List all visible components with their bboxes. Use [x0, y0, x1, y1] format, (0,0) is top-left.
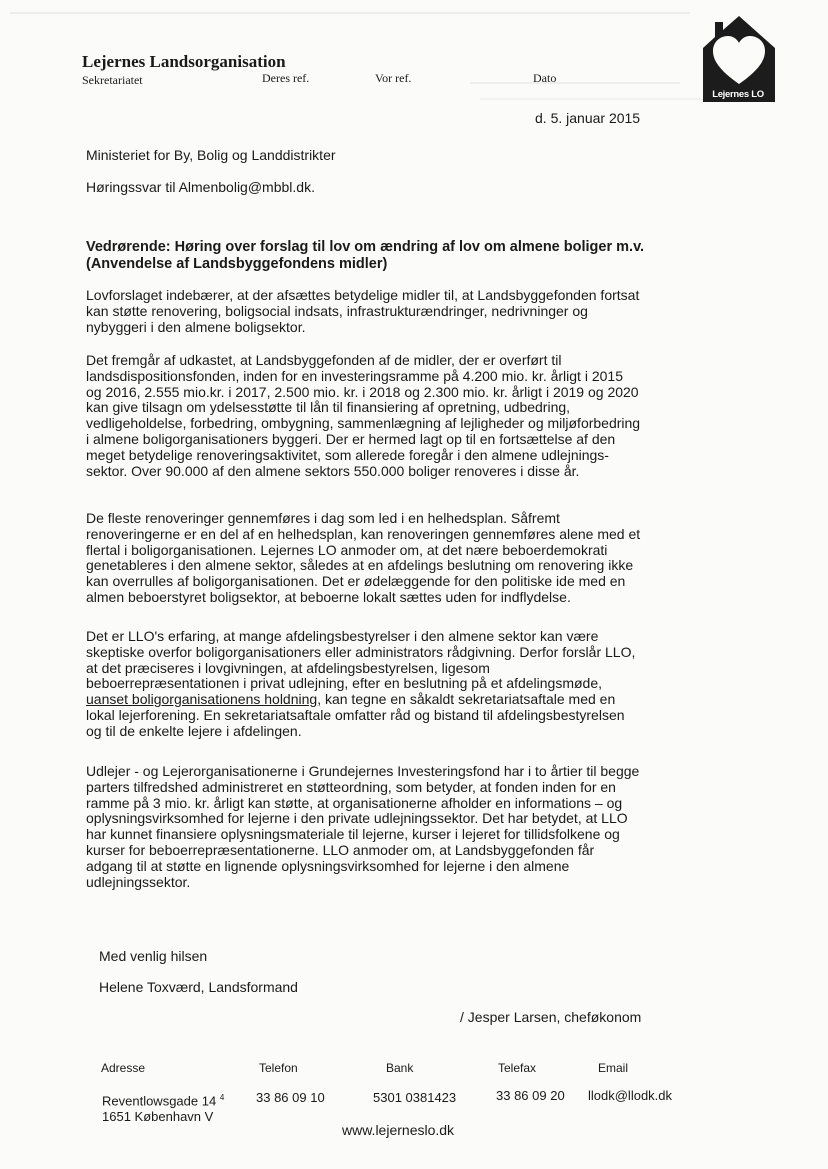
- text-fragment: , kan tegne en såkaldt sekretariatsaftale med en: [317, 691, 616, 708]
- address-line-1: [102, 1090, 224, 1109]
- text-line: oplysningsvirksomhed for lejerne i den private udlejningssektor. Det har betydet, at LLO: [86, 810, 628, 827]
- text-line: kurser for beboerrepræsentationerne. LLO anmoder om, at Landsbyggefonden får: [86, 841, 595, 858]
- signer-2: / Jesper Larsen, cheføkonom: [460, 1009, 642, 1025]
- text-line: kan støtte renovering, boligsocial indsats, infrastrukturændringer, nedrivninger og: [86, 302, 588, 319]
- bank-value: 5301 0381423: [373, 1090, 457, 1105]
- text-line: og 2016, 2.555 mio.kr. i 2017, 2.500 mio. kr. i 2018 og 2.300 mio. kr. årligt i 2019 og 2020: [86, 383, 639, 400]
- text-line: genetableres i den almene sektor, således at en afdelings beslutning om renovering ikke: [86, 557, 634, 574]
- address-superscript: 4: [219, 1093, 225, 1102]
- organization-name: Lejernes Landsorganisation: [82, 52, 286, 71]
- text-line: udlejningssektor.: [86, 873, 191, 890]
- text-line: adgang til at støtte en lignende oplysningsvirksomhed for lejerne i den almene: [86, 857, 570, 874]
- text-line: at det præciseres i lovgivningen, at afdelingsbestyrelsen, ligesom: [86, 659, 490, 676]
- text-line: lokal lejerforening. En sekretariatsaftale omfatter råd og bistand til afdelingsbestyrelsen: [86, 706, 625, 723]
- subject-line-1: Vedrørende: Høring over forslag til lov om ændring af lov om almene boliger m.v.: [86, 239, 645, 255]
- underlined-phrase: uanset boligorganisationens holdning: [86, 691, 318, 708]
- email-label: Email: [598, 1061, 629, 1075]
- text-line: landsdispositionsfonden, inden for en investeringsramme på 4.200 mio. kr. årligt i 2015: [86, 367, 623, 384]
- fax-value: 33 86 09 20: [496, 1088, 565, 1103]
- website-link[interactable]: www.lejerneslo.dk: [342, 1122, 455, 1138]
- text-line: Det fremgår af udkastet, at Landsbyggefonden af de midler, der er overført til: [86, 352, 562, 368]
- body-paragraph-1: [86, 288, 726, 335]
- text-line: kan give tilsagn om ydelsesstøtte til lån til finansiering af opretning, udbedring,: [86, 399, 571, 416]
- text-line: renoveringerne er en del af en helhedsplan, kan renoveringen gennemføres alene med et: [86, 525, 641, 542]
- text-line: vedligeholdelse, forbedring, ombygning, sammenlægning af lejligheder og miljøforbedring: [86, 415, 641, 432]
- body-paragraph-3: [86, 511, 726, 606]
- text-line: nybyggeri i den almene boligsektor.: [86, 318, 306, 335]
- closing-greeting: Med venlig hilsen: [99, 948, 208, 964]
- logo-text: Lejernes LO: [712, 89, 764, 100]
- scan-artifact: [470, 82, 680, 84]
- text-line: Lovforslaget indebærer, at der afsættes betydelige midler til, at Landsbyggefonden fortsat: [86, 287, 640, 303]
- body-paragraph-4: [86, 629, 726, 740]
- body-paragraph-2: [86, 353, 726, 479]
- street: Reventlowsgade 14: [102, 1093, 217, 1109]
- department-label: Sekretariatet: [82, 73, 143, 87]
- text-line: flertal i boligorganisationen. Lejernes LO anmoder om, at det nære beboerdemokrati: [86, 541, 608, 558]
- bank-label: Bank: [386, 1061, 414, 1075]
- fax-label: Telefax: [498, 1061, 537, 1075]
- text-line: skeptiske overfor boligorganisationers eller administrators rådgivning. Derfor forslår LLO,: [86, 643, 636, 660]
- text-line: almen beboerstyret boligsektor, at beboerne lokalt sættes uden for indflydelse.: [86, 588, 571, 605]
- phone-label: Telefon: [259, 1061, 298, 1075]
- subject-heading: [86, 239, 726, 273]
- text-line: har kunnet finansiere oplysningsmateriale til lejerne, kurser i lejeret for tillidsfolkene og: [86, 826, 620, 843]
- text-line: De fleste renoveringer gennemføres i dag som led i en helhedsplan. Såfremt: [86, 510, 560, 526]
- text-line: Udlejer - og Lejerorganisationerne i Grundejernes Investeringsfond har i to årtier til begge: [86, 763, 640, 779]
- date-label: Dato: [533, 71, 557, 85]
- reply-line: Høringssvar til Almenbolig@mbbl.dk.: [86, 179, 315, 195]
- text-line: i almene boligorganisationers byggeri. Der er hermed lagt op til en fortsættelse af den: [86, 430, 616, 447]
- phone-value: 33 86 09 10: [256, 1090, 325, 1105]
- text-line: ramme på 3 mio. kr. årligt kan støtte, at organisationerne afholder en informations – og: [86, 794, 623, 811]
- text-line: Det er LLO's erfaring, at mange afdelingsbestyrelser i den almene sektor kan være: [86, 628, 599, 644]
- text-line: meget betydelige renoveringsaktivitet, som allerede foregår i den almene udlejnings-: [86, 446, 609, 463]
- address-value: [102, 1090, 224, 1125]
- text-line: kan overrulles af boligorganisationen. Det er ødelæggende for den politiske ide med en: [86, 573, 626, 590]
- text-line: sektor. Over 90.000 af den almene sektors 550.000 boliger renoveres i disse år.: [86, 462, 580, 479]
- our-reference-label: Vor ref.: [375, 71, 412, 85]
- scan-artifact: [10, 12, 690, 14]
- your-reference-label: Deres ref.: [262, 71, 310, 85]
- signer-1: Helene Toxværd, Landsformand: [99, 979, 298, 995]
- text-line: parters tilfredshed administreret en støtteordning, som betyder, at fonden inden for en: [86, 778, 616, 795]
- text-line: og til de enkelte lejere i afdelingen.: [86, 722, 302, 739]
- text-line: beboerrepræsentationen i privat udlejning, efter en beslutning på et afdelingsmøde,: [86, 675, 602, 692]
- subject-line-2: (Anvendelse af Landsbyggefondens midler): [86, 256, 388, 272]
- scan-artifact: [480, 98, 710, 100]
- recipient-name: Ministeriet for By, Bolig og Landdistrikter: [86, 147, 336, 163]
- text-line: [86, 692, 726, 708]
- address-line-2: 1651 København V: [102, 1109, 214, 1125]
- address-label: Adresse: [101, 1061, 146, 1075]
- letter-date: d. 5. januar 2015: [535, 110, 641, 126]
- email-value[interactable]: llodk@llodk.dk: [588, 1088, 673, 1103]
- body-paragraph-5: [86, 764, 726, 890]
